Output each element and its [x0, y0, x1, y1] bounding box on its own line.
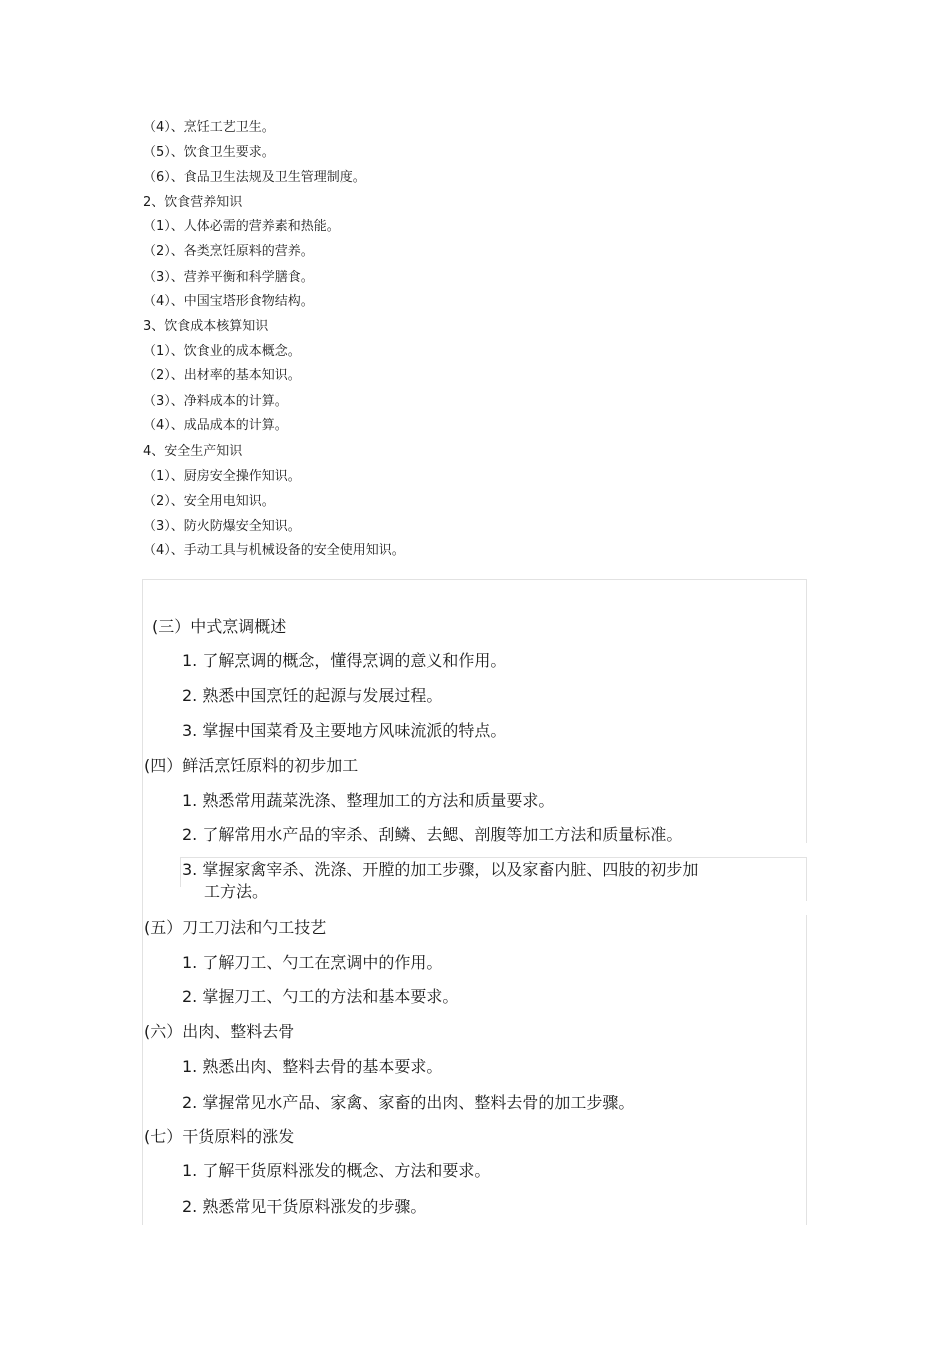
section-item: 1. 了解烹调的概念，懂得烹调的意义和作用。	[182, 651, 507, 670]
section-heading-6: (六）出肉、整料去骨	[144, 1022, 295, 1041]
section-heading-3: (三）中式烹调概述	[152, 617, 287, 636]
list-item: （4）、烹饪工艺卫生。	[143, 120, 275, 135]
box-right-border-2	[806, 858, 807, 901]
section-item: 1. 了解刀工、勺工在烹调中的作用。	[182, 953, 443, 972]
list-item: （4）、中国宝塔形食物结构。	[143, 294, 314, 309]
section-item: 3. 掌握中国菜肴及主要地方风味流派的特点。	[182, 721, 507, 740]
list-item: （3）、净料成本的计算。	[143, 394, 288, 409]
list-item: （2）、安全用电知识。	[143, 494, 275, 509]
list-heading: 4、安全生产知识	[143, 444, 243, 459]
list-item: （2）、各类烹饪原料的营养。	[143, 244, 314, 259]
box-split-line-2	[180, 857, 181, 887]
list-item: （3）、营养平衡和科学膳食。	[143, 270, 314, 285]
list-item: （3）、防火防爆安全知识。	[143, 519, 301, 534]
box-split-line	[180, 857, 807, 858]
section-item-continued: 工方法。	[204, 882, 269, 901]
box-left-border	[142, 579, 143, 1225]
list-item: （1）、饮食业的成本概念。	[143, 344, 301, 359]
list-heading: 2、饮食营养知识	[143, 195, 243, 210]
box-right-border-3	[806, 915, 807, 1225]
section-item: 2. 熟悉中国烹饪的起源与发展过程。	[182, 686, 443, 705]
section-item: 1. 熟悉出肉、整料去骨的基本要求。	[182, 1057, 443, 1076]
section-item: 2. 熟悉常见干货原料涨发的步骤。	[182, 1197, 427, 1216]
list-item: （4）、成品成本的计算。	[143, 418, 288, 433]
section-item: 1. 熟悉常用蔬菜洗涤、整理加工的方法和质量要求。	[182, 791, 555, 810]
list-heading: 3、饮食成本核算知识	[143, 319, 269, 334]
list-item: （4）、手动工具与机械设备的安全使用知识。	[143, 543, 405, 558]
list-item: （2）、出材率的基本知识。	[143, 368, 301, 383]
section-heading-5: (五）刀工刀法和勺工技艺	[144, 918, 327, 937]
section-item: 2. 掌握常见水产品、家禽、家畜的出肉、整料去骨的加工步骤。	[182, 1093, 635, 1112]
section-item: 2. 了解常用水产品的宰杀、刮鳞、去鳃、剖腹等加工方法和质量标准。	[182, 825, 683, 844]
list-item: （1）、厨房安全操作知识。	[143, 469, 301, 484]
box-right-border	[806, 579, 807, 843]
box-top-border	[142, 579, 807, 580]
list-item: （6）、食品卫生法规及卫生管理制度。	[143, 170, 366, 185]
section-heading-4: (四）鲜活烹饪原料的初步加工	[144, 756, 359, 775]
list-item: （1）、人体必需的营养素和热能。	[143, 219, 340, 234]
list-item: （5）、饮食卫生要求。	[143, 145, 275, 160]
section-heading-7: (七）干货原料的涨发	[144, 1127, 295, 1146]
section-item: 2. 掌握刀工、勺工的方法和基本要求。	[182, 987, 459, 1006]
section-item: 1. 了解干货原料涨发的概念、方法和要求。	[182, 1161, 491, 1180]
section-item: 3. 掌握家禽宰杀、洗涤、开膛的加工步骤，以及家畜内脏、四肢的初步加	[182, 860, 699, 879]
